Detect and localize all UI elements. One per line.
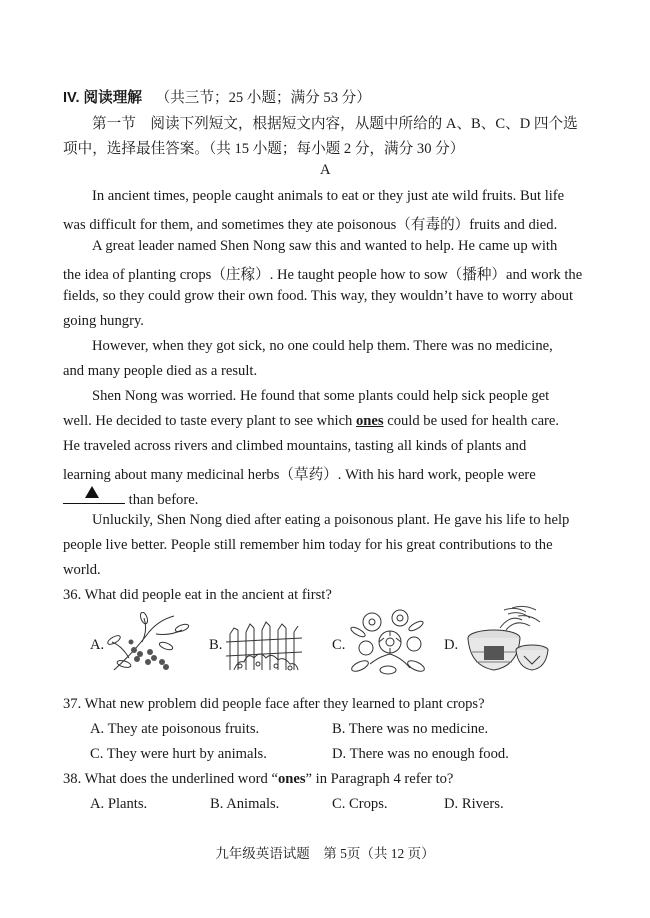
p2-line-3: fields, so they could grow their own food. This way, they wouldn’t have to worry about	[63, 288, 574, 304]
q38-stem-start: 38. What does the underlined word “	[63, 771, 278, 787]
q36-option-d-label: D.	[444, 637, 459, 653]
q36-stem: 36. What did people eat in the ancient at first?	[63, 587, 332, 603]
p2-line-4: going hungry.	[63, 313, 144, 329]
instruction-line-2: 项中，选择最佳答案。（共 15 小题；每小题 2 分，满分 30 分）	[63, 141, 465, 157]
answer-blank	[63, 487, 125, 504]
p4-line-3: He traveled across rivers and climbed mountains, tasting all kinds of plants and	[63, 438, 527, 454]
instruction-line-1: 第一节 阅读下列短文，根据短文内容，从题中所给的 A、B、C、D 四个选	[92, 116, 578, 132]
q36-option-c-label: C.	[332, 637, 346, 653]
q37-stem: 37. What new problem did people face after they learned to plant crops?	[63, 696, 485, 712]
rice-baskets-icon	[460, 604, 552, 680]
q38-option-c: C. Crops.	[332, 796, 388, 812]
p4-line-5-text: than before.	[125, 492, 199, 508]
section-header	[63, 86, 371, 107]
q38-stem	[63, 771, 453, 788]
page-footer: 九年级英语试题 第 5页（共 12 页）	[215, 846, 435, 861]
p5-line-3: world.	[63, 562, 101, 578]
fenced-garden-icon	[224, 612, 304, 676]
triangle-icon	[85, 486, 99, 498]
q36-option-a-label: A.	[90, 637, 105, 653]
q38-option-b: B. Animals.	[210, 796, 280, 812]
section-heading-note: （共三节；25 小题；满分 53 分）	[155, 90, 371, 106]
p4-line-2-end: could be used for health care.	[383, 413, 560, 429]
q37-option-b: B. There was no medicine.	[332, 721, 489, 737]
q36-option-b-label: B.	[209, 637, 223, 653]
p3-line-1: However, when they got sick, no one could help them. There was no medicine,	[92, 338, 553, 354]
flower-bouquet-icon	[350, 604, 428, 680]
p1-line-2: was difficult for them, and sometimes they ate poisonous（有毒的）fruits and died.	[63, 217, 558, 233]
p4-line-4: learning about many medicinal herbs（草药）. With his hard work, people were	[63, 467, 536, 483]
q38-stem-end: ” in Paragraph 4 refer to?	[305, 771, 454, 787]
q38-stem-word: ones	[277, 771, 306, 787]
q38-option-a: A. Plants.	[90, 796, 148, 812]
p4-line-2-start: well. He decided to taste every plant to see which	[63, 413, 356, 429]
underlined-word-ones: ones	[356, 413, 384, 429]
q37-option-c: C. They were hurt by animals.	[90, 746, 267, 762]
p1-line-1: In ancient times, people caught animals to eat or they just ate wild fruits. But life	[92, 188, 565, 204]
q37-option-a: A. They ate poisonous fruits.	[90, 721, 260, 737]
p3-line-2: and many people died as a result.	[63, 363, 258, 379]
p4-line-2	[63, 413, 559, 430]
p4-line-1: Shen Nong was worried. He found that some plants could help sick people get	[92, 388, 550, 404]
p2-line-1: A great leader named Shen Nong saw this and wanted to help. He came up with	[92, 238, 558, 254]
p5-line-2: people live better. People still remember him today for his great contributions to the	[63, 537, 553, 553]
q37-option-d: D. There was no enough food.	[332, 746, 509, 762]
berry-plant-icon	[104, 612, 190, 676]
section-heading: IV. 阅读理解	[63, 90, 142, 106]
passage-label: A	[320, 162, 331, 178]
q38-option-d: D. Rivers.	[444, 796, 504, 812]
p5-line-1: Unluckily, Shen Nong died after eating a poisonous plant. He gave his life to help	[92, 512, 570, 528]
p4-line-5	[63, 487, 198, 509]
p2-line-2: the idea of planting crops（庄稼）. He taught people how to sow（播种）and work the	[63, 267, 583, 283]
